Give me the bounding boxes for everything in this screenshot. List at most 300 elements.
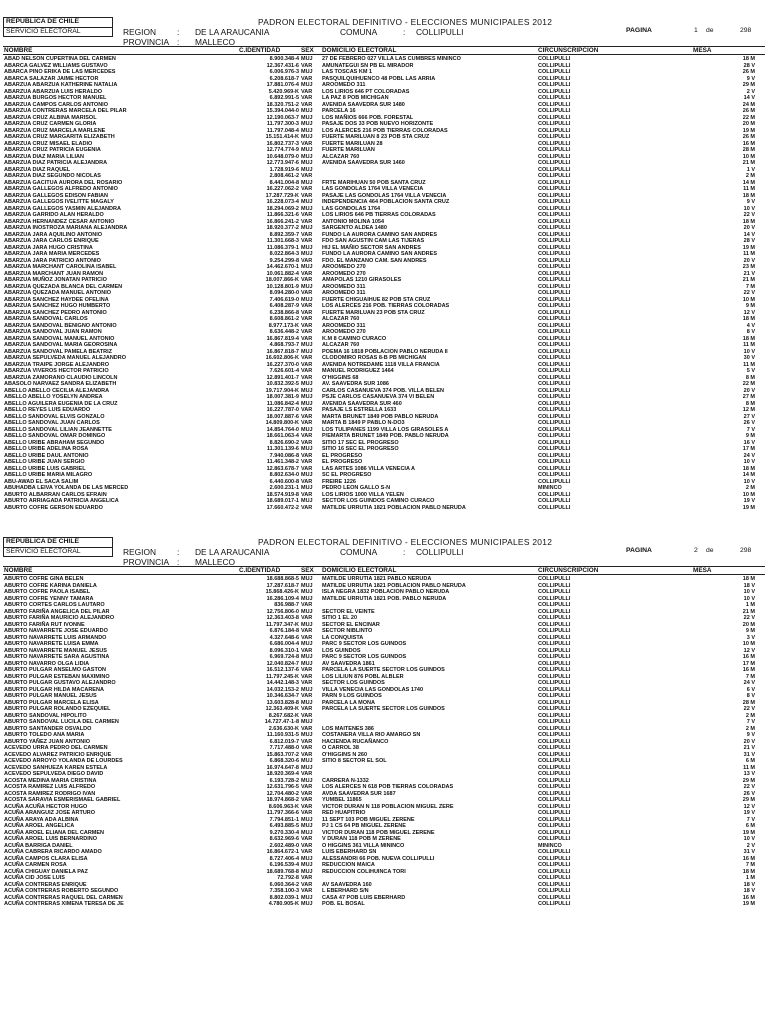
voter-name: ABARCA PINO ERIKA DE LAS MERCEDES [4, 69, 116, 75]
voter-id: 12.190.063-7 [266, 114, 299, 121]
voter-circunscripcion: COLLIPULLI [538, 244, 571, 251]
voter-id: 8.094.280-0 [269, 290, 299, 296]
voter-id: 14.032.153-2 [266, 686, 299, 693]
voter-circunscripcion: COLLIPULLI [538, 498, 571, 504]
voter-sex: VAR [301, 706, 313, 712]
voter-address: LOS LIRIOS 1000 VILLA YELEN [322, 491, 404, 498]
voter-mesa: 28 M [742, 147, 755, 153]
voter-mesa: 18 M [742, 465, 755, 472]
voter-circunscripcion: COLLIPULLI [538, 121, 571, 127]
comuna-value: COLLIPULLI [416, 27, 464, 37]
voter-sex: MUJ [301, 342, 313, 348]
voter-mesa: 26 M [742, 134, 755, 140]
voter-id: 1.728.919-6 [269, 166, 299, 173]
voter-sex: VAR [301, 186, 313, 192]
voter-id: 7.940.086-8 [269, 452, 299, 459]
voter-sex: MUJ [301, 296, 313, 303]
voter-address: POEMA 16 1818 POBLACION PABLO NERUDA II [322, 348, 448, 355]
voter-address: MARTA BRUNET 1849 POB PABLO NERUDA [322, 413, 439, 420]
voter-address: MATILDE URRUTIA 1821 POB. PABLO NERUDA [322, 595, 447, 602]
voter-id: 18.689.017-1 [266, 498, 299, 504]
voter-mesa: 10 M [742, 641, 755, 647]
voter-id: 6.686.004-4 [269, 641, 299, 647]
voter-sex: MUJ [301, 901, 313, 907]
service-label: SERVICIO ELECTORAL [4, 547, 112, 556]
voter-circunscripcion: COLLIPULLI [538, 894, 571, 901]
voter-sex: VAR [301, 647, 313, 654]
voter-mesa: 10 M [742, 153, 755, 160]
voter-name: ABARZUA GARRIDO ALAN HERALDO [4, 212, 104, 218]
voter-circunscripcion: COLLIPULLI [538, 225, 571, 231]
voter-address: FUERTE MARILUAN [322, 147, 375, 153]
voter-name: ABURTO FARIÑA ANGELICA DEL PILAR [4, 608, 110, 615]
voter-mesa: 29 M [742, 797, 755, 803]
voter-address: PARC 9 SECTOR LOS GUINDOS [322, 641, 407, 647]
voter-sex: VAR [301, 745, 313, 751]
voter-id: 7.406.619-0 [269, 296, 299, 303]
voter-sex: VAR [301, 680, 313, 686]
voter-id: 6.408.287-9 [269, 303, 299, 309]
voter-id: 11.160.931-5 [266, 732, 299, 738]
voter-circunscripcion: COLLIPULLI [538, 849, 571, 855]
voter-name: ABURTO FARIÑA RUT IVONNE [4, 621, 85, 628]
voter-id: 8.826.690-2 [269, 439, 299, 446]
voter-sex: VAR [301, 361, 313, 368]
column-header-row [3, 566, 765, 575]
region-value: DE LA ARAUCANIA [195, 27, 270, 37]
voter-name: ACUÑA ARAYA ADA ALBINA [4, 816, 79, 823]
voter-mesa: 10 V [743, 478, 755, 485]
provincia-value: MALLECO [195, 557, 236, 567]
voter-name: ABARZUA SANDOVAL BENIGNO ANTONIO [4, 322, 117, 329]
voter-mesa: 3 V [746, 634, 755, 641]
col-circunscripcion: CIRCUNSCRIPCION [538, 47, 599, 54]
region-separator: : [177, 27, 180, 37]
comuna-separator: : [403, 547, 406, 557]
voter-mesa: 10 V [743, 459, 755, 465]
voter-id: 13.603.828-8 [266, 699, 299, 706]
voter-address: EL PROGRESO [322, 459, 363, 465]
voter-address: AVENIDA SAAVEDRA SUR 1480 [322, 101, 405, 108]
voter-mesa: 21 M [742, 160, 755, 166]
voter-sex: VAR [301, 407, 313, 413]
voter-mesa: 12 V [743, 309, 755, 316]
voter-address: LOS LIRIOS 646 PB TIERRAS COLORADAS [322, 212, 436, 218]
voter-id: 11.086.379-1 [266, 244, 299, 251]
voter-name: ABURTO PULGAR ANSELMO GASTON [4, 667, 106, 673]
voter-address: PARC 9 SECTOR LOS GUINDOS [322, 654, 407, 660]
service-label: SERVICIO ELECTORAL [4, 27, 112, 36]
voter-circunscripcion: COLLIPULLI [538, 251, 571, 257]
voter-address: LOS GUINDOS [322, 647, 361, 654]
voter-circunscripcion: COLLIPULLI [538, 257, 571, 264]
voter-mesa: 19 M [742, 901, 755, 907]
voter-id: 7.794.851-1 [269, 816, 299, 823]
voter-name: ABELLO URIBE JUAN SERGIO [4, 459, 85, 465]
voter-id: 8.727.406-4 [269, 855, 299, 862]
voter-name: ABURTO NAVARRETE MANUEL JESUS [4, 647, 107, 654]
voter-mesa: 1 M [745, 602, 755, 608]
voter-circunscripcion: COLLIPULLI [538, 478, 571, 485]
voter-circunscripcion: COLLIPULLI [538, 582, 571, 589]
voter-circunscripcion: COLLIPULLI [538, 439, 571, 446]
voter-circunscripcion: COLLIPULLI [538, 335, 571, 342]
voter-sex: VAR [301, 465, 313, 472]
voter-name: ACUÑA AROEL ANGELICA [4, 823, 75, 829]
voter-sex: MUJ [301, 121, 313, 127]
voter-mesa: 10 V [743, 205, 755, 212]
voter-mesa: 20 V [743, 738, 755, 745]
page-number: 1 [694, 27, 698, 34]
voter-address: FREIRE 1226 [322, 478, 356, 485]
voter-mesa: 20 M [742, 121, 755, 127]
voter-circunscripcion: COLLIPULLI [538, 88, 571, 95]
voter-sex: MUJ [301, 114, 313, 121]
voter-address: RED HUAPITRIO [322, 810, 366, 816]
voter-mesa: 11 M [743, 251, 755, 257]
voter-name: ABARZUA SANCHEZ HAYDEE OFELINA [4, 296, 109, 303]
voter-sex: VAR [301, 413, 313, 420]
voter-address: SECTOR LOS GUINDOS [322, 680, 385, 686]
voter-sex: MUJ [301, 387, 313, 394]
col-cidentidad: C.IDENTIDAD [239, 567, 281, 574]
col-circunscripcion: CIRCUNSCRIPCION [538, 567, 599, 574]
voter-sex: VAR [301, 192, 313, 199]
voter-sex: VAR [301, 88, 313, 95]
voter-address: PEDRO LEON GALLO S-N [322, 485, 391, 491]
voter-sex: MUJ [301, 56, 313, 62]
voter-circunscripcion: COLLIPULLI [538, 355, 571, 361]
voter-mesa: 21 M [742, 608, 755, 615]
voter-name: ACEVEDO SEPULVEDA DIEGO DAVID [4, 771, 104, 777]
voter-id: 6.006.976-3 [269, 69, 299, 75]
provincia-label: PROVINCIA [123, 37, 170, 47]
voter-address: FDO SAN AGUSTIN CAM LAS TIJERAS [322, 238, 425, 244]
voter-name: ACUÑA AROEL ELIANA DEL CARMEN [4, 829, 105, 836]
padron-page [0, 520, 768, 1024]
voter-name: ABURTO ARRIAGADA PATRICIA ANGELICA [4, 498, 119, 504]
voter-sex: MUJ [301, 400, 313, 407]
document-title: PADRON ELECTORAL DEFINITIVO - ELECCIONES MUNICIPALES 2012 [258, 537, 553, 547]
voter-sex: MUJ [301, 582, 313, 589]
voter-address: HIJ EL MAÑIO SECTOR SAN ANDRES [322, 244, 421, 251]
col-cidentidad: C.IDENTIDAD [239, 47, 281, 54]
voter-circunscripcion: COLLIPULLI [538, 459, 571, 465]
voter-mesa: 8 V [746, 329, 755, 335]
voter-circunscripcion: COLLIPULLI [538, 426, 571, 433]
voter-address: PARCELA LA MONA [322, 699, 375, 706]
col-sex: SEX [301, 47, 314, 54]
voter-mesa: 14 M [742, 472, 755, 478]
voter-mesa: 24 V [743, 680, 755, 686]
voter-circunscripcion: COLLIPULLI [538, 660, 571, 667]
voter-id: 14.462.670-1 [266, 264, 299, 270]
voter-mesa: 9 V [746, 732, 755, 738]
voter-id: 16.286.109-4 [266, 595, 299, 602]
voter-circunscripcion: COLLIPULLI [538, 296, 571, 303]
voter-id: 10.128.801-9 [266, 283, 299, 290]
voter-address: REDUCCION MAICA [322, 862, 375, 868]
voter-sex: MUJ [301, 777, 313, 784]
voter-name: ACOSTA RAMIREZ LUIS ALFREDO [4, 784, 96, 790]
voter-id: 17.881.076-4 [266, 82, 299, 88]
voter-id: 8.802.634-0 [269, 472, 299, 478]
voter-id: 16.867.819-4 [266, 335, 299, 342]
voter-mesa: 6 V [746, 686, 755, 693]
voter-id: 7.358.100-3 [269, 888, 299, 894]
voter-name: ACUÑA ARANGUIZ JOSE ARTURO [4, 810, 96, 816]
voter-sex: MUJ [301, 855, 313, 862]
voter-address: AROOMEDO 311 [322, 283, 366, 290]
voter-mesa: 10 V [743, 595, 755, 602]
voter-id: 18.920.369-4 [266, 771, 299, 777]
voter-circunscripcion: COLLIPULLI [538, 608, 571, 615]
voter-id: 2.602.489-0 [269, 842, 299, 849]
voter-circunscripcion: COLLIPULLI [538, 420, 571, 426]
voter-circunscripcion: COLLIPULLI [538, 407, 571, 413]
voter-circunscripcion: COLLIPULLI [538, 400, 571, 407]
voter-sex: VAR [301, 504, 313, 511]
voter-id: 11.301.668-3 [266, 238, 299, 244]
voter-address: AV SAAVEDRA 1861 [322, 660, 375, 667]
voter-mesa: 22 M [742, 381, 755, 387]
voter-name: ABARZUA SANDOVAL JUAN RAMON [4, 329, 102, 335]
voter-name: ABARZUA SANCHEZ PEDRO ANTONIO [4, 309, 107, 316]
voter-mesa: 19 M [742, 244, 755, 251]
voter-id: 2.600.231-1 [269, 485, 299, 491]
voter-name: ABELLO REYES LUIS EDUARDO [4, 407, 91, 413]
voter-name: ABARZUA ABARZUA LUIS HERALDO [4, 88, 103, 95]
voter-mesa: 7 M [745, 283, 755, 290]
voter-mesa: 24 M [742, 101, 755, 108]
voter-address: PARCELA 16 [322, 108, 356, 114]
voter-name: ABELLO URIBE MARIA MILAGRO [4, 472, 93, 478]
voter-sex: VAR [301, 173, 313, 179]
voter-name: ABARZUA SANDOVAL CARLOS [4, 316, 88, 322]
voter-sex: VAR [301, 75, 313, 82]
voter-circunscripcion: COLLIPULLI [538, 810, 571, 816]
voter-name: ACUÑA CONTRERAS ROBERTO SEGUNDO [4, 888, 119, 894]
voter-mesa: 9 M [745, 628, 755, 634]
voter-address: VILLA VENECIA LAS GONDOLAS 1740 [322, 686, 424, 693]
voter-address: L EBERHARD S/N [322, 888, 369, 894]
voter-mesa: 31 V [743, 849, 755, 855]
voter-sex: VAR [301, 693, 313, 699]
voter-id: 6.868.320-6 [269, 758, 299, 764]
voter-mesa: 1 V [746, 166, 755, 173]
voter-sex: VAR [301, 842, 313, 849]
voter-sex: VAR [301, 238, 313, 244]
voter-circunscripcion: COLLIPULLI [538, 348, 571, 355]
voter-mesa: 19 V [743, 810, 755, 816]
voter-mesa: 18 M [742, 316, 755, 322]
voter-mesa: 12 V [743, 647, 755, 654]
voter-name: ABURTO PULGAR MANUEL JESUS [4, 693, 97, 699]
voter-circunscripcion: COLLIPULLI [538, 589, 571, 595]
column-header-row [3, 46, 765, 55]
voter-name: ABURTO SANDOVAL HIPOLITO [4, 712, 87, 719]
voter-id: 8.267.682-K [268, 712, 299, 719]
voter-id: 4.327.648-6 [269, 634, 299, 641]
voter-circunscripcion: COLLIPULLI [538, 433, 571, 439]
voter-mesa: 19 M [742, 829, 755, 836]
voter-circunscripcion: COLLIPULLI [538, 758, 571, 764]
voter-sex: MUJ [301, 179, 313, 186]
voter-id: 14.442.148-3 [266, 680, 299, 686]
voter-mesa: 22 M [742, 114, 755, 121]
voter-id: 16.802.737-3 [266, 140, 299, 147]
voter-circunscripcion: COLLIPULLI [538, 290, 571, 296]
voter-mesa: 8 M [745, 400, 755, 407]
voter-circunscripcion: COLLIPULLI [538, 732, 571, 738]
voter-sex: VAR [301, 316, 313, 322]
institution-box [3, 17, 113, 37]
voter-sex: VAR [301, 277, 313, 283]
voter-id: 12.363.403-8 [266, 615, 299, 621]
voter-id: 11.866.321-6 [266, 212, 299, 218]
voter-id: 18.574.919-8 [266, 491, 299, 498]
voter-mesa: 22 V [743, 784, 755, 790]
voter-id: 11.797.366-6 [266, 810, 299, 816]
voter-id: 12.774.774-9 [266, 147, 299, 153]
voter-mesa: 12 M [742, 407, 755, 413]
voter-circunscripcion: MININCO [538, 485, 562, 491]
voter-address: SARGENTO ALDEA 1480 [322, 225, 387, 231]
voter-circunscripcion: COLLIPULLI [538, 777, 571, 784]
voter-id: 6.060.364-2 [269, 881, 299, 888]
voter-address: AVDA SAAVEDRA SUR 1687 [322, 790, 396, 797]
voter-address: O CARROL 38 [322, 745, 359, 751]
voter-address: LOS LILIUN 876 POBL ALBLER [322, 673, 404, 680]
voter-name: ABURTO ALBARRAN CARLOS EFRAIN [4, 491, 107, 498]
voter-circunscripcion: COLLIPULLI [538, 153, 571, 160]
voter-id: 8.636.448-2 [269, 329, 299, 335]
voter-sex: MUJ [301, 446, 313, 452]
voter-name: ABARZUA VIVEROS HECTOR PATRICIO [4, 368, 109, 374]
voter-mesa: 20 M [742, 621, 755, 628]
voter-id: 14.809.800-K [265, 420, 299, 426]
voter-address: LUIS EBERHARD SN [322, 849, 377, 855]
voter-address: ISLA NEGRA 1832 POBLACION PABLO NERUDA [322, 589, 450, 595]
voter-circunscripcion: COLLIPULLI [538, 147, 571, 153]
voter-name: ABARZUA SEPULVEDA MANUEL ALEJANDRO [4, 355, 127, 361]
voter-id: 8.441.004-8 [269, 179, 299, 186]
voter-address: PASAJE LAS GONDOLAS 1764 VILLA VENECIA [322, 192, 447, 199]
voter-name: ACUÑA AROEL LUIS BERNARDINO [4, 836, 97, 842]
voter-mesa: 16 M [742, 855, 755, 862]
voter-mesa: 24 V [743, 452, 755, 459]
col-sex: SEX [301, 567, 314, 574]
voter-mesa: 21 M [742, 277, 755, 283]
voter-name: ABARZUA ZAMORANO CLAUDIO LINCOLN [4, 374, 118, 381]
voter-circunscripcion: COLLIPULLI [538, 413, 571, 420]
voter-id: 5.420.969-K [268, 88, 299, 95]
voter-name: ABARZUA CRUZ MISAEL ELADIO [4, 140, 93, 147]
voter-name: ACOSTA RAMIREZ RODRIGO IVAN [4, 790, 96, 797]
region-label: REGION [123, 547, 157, 557]
voter-address: LOS MAITENES 386 [322, 725, 374, 732]
voter-address: LAS TOSCAS KM 1 [322, 69, 373, 75]
voter-address: LOS ALERCES 216 POB. TIERRAS COLORADAS [322, 303, 450, 309]
voter-circunscripcion: COLLIPULLI [538, 621, 571, 628]
voter-list [3, 56, 765, 511]
voter-circunscripcion: COLLIPULLI [538, 719, 571, 725]
voter-id: 8.802.039-1 [269, 894, 299, 901]
voter-mesa: 7 V [746, 426, 755, 433]
voter-circunscripcion: COLLIPULLI [538, 803, 571, 810]
voter-name: ABARZUA JARA CARLOS ENRIQUE [4, 238, 99, 244]
voter-mesa: 13 V [743, 771, 755, 777]
voter-id: 12.891.401-7 [266, 374, 299, 381]
voter-id: 11.797.245-K [265, 673, 299, 680]
voter-id: 8.096.310-1 [269, 647, 299, 654]
voter-circunscripcion: COLLIPULLI [538, 654, 571, 660]
voter-circunscripcion: COLLIPULLI [538, 901, 571, 907]
voter-mesa: 17 M [742, 446, 755, 452]
voter-circunscripcion: COLLIPULLI [538, 465, 571, 472]
voter-name: ABARZUA GALLEGOS EDISON FABIAN [4, 192, 108, 199]
voter-sex: VAR [301, 257, 313, 264]
voter-name: ACUÑA CARMEN ROSA [4, 862, 67, 868]
voter-circunscripcion: COLLIPULLI [538, 855, 571, 862]
voter-name: ABELLO ABELLO CECILIA ALEJANDRA [4, 387, 110, 394]
voter-id: 16.866.241-2 [266, 218, 299, 225]
voter-circunscripcion: COLLIPULLI [538, 82, 571, 88]
voter-id: 16.227.787-0 [266, 407, 299, 413]
voter-name: ACEVEDO ALVAREZ PATRICIO ENRIQUE [4, 751, 112, 758]
voter-sex: VAR [301, 322, 313, 329]
voter-mesa: 6 M [745, 823, 755, 829]
voter-sex: VAR [301, 667, 313, 673]
voter-address: MATILDE URRUTIA 1821 POBLACION PABLO NERUDA [322, 582, 466, 589]
voter-mesa: 18 M [742, 218, 755, 225]
voter-id: 8.977.173-K [268, 322, 299, 329]
voter-sex: MUJ [301, 862, 313, 868]
voter-circunscripcion: COLLIPULLI [538, 381, 571, 387]
voter-name: ABARZUA MUÑOZ JONATAN PATRICIO [4, 277, 107, 283]
voter-address: FUERTE MARILUAN 8 23 POB STA CRUZ [322, 134, 430, 140]
voter-name: ACUÑA CHIGUAY DANIELA PAZ [4, 868, 88, 875]
voter-address: ANTONIO MOLINA 1054 [322, 218, 385, 225]
voter-circunscripcion: COLLIPULLI [538, 797, 571, 803]
voter-circunscripcion: COLLIPULLI [538, 745, 571, 751]
voter-address: AVENIDA SAAVEDRA SUR 1460 [322, 160, 405, 166]
voter-id: 18.007.866-K [265, 277, 299, 283]
voter-circunscripcion: COLLIPULLI [538, 368, 571, 374]
voter-sex: VAR [301, 673, 313, 680]
voter-name: ABURTO YAÑEZ JUAN ANTONIO [4, 738, 91, 745]
voter-name: ABAD NELSON CUPERTINA DEL CARMEN [4, 56, 116, 62]
voter-address: PARN 9 LOS GUINDOS [322, 693, 382, 699]
voter-circunscripcion: COLLIPULLI [538, 751, 571, 758]
voter-mesa: 10 V [743, 589, 755, 595]
voter-name: ABARZUA MARCHANT JUAN RAMON [4, 270, 104, 277]
voter-address: POB. EL BOSAL [322, 901, 365, 907]
voter-mesa: 7 M [745, 673, 755, 680]
voter-address: FRTE MARIHUAN 50 POB SANTA CRUZ [322, 179, 426, 186]
voter-id: 18.974.868-2 [266, 797, 299, 803]
voter-sex: MUJ [301, 394, 313, 400]
voter-circunscripcion: COLLIPULLI [538, 673, 571, 680]
voter-address: REDUCCION COLIHUINCA TORI [322, 868, 406, 875]
voter-circunscripcion: COLLIPULLI [538, 69, 571, 75]
voter-sex: MUJ [301, 108, 313, 114]
voter-mesa: 26 M [742, 108, 755, 114]
voter-id: 12.773.947-6 [266, 160, 299, 166]
voter-id: 12.863.678-7 [266, 465, 299, 472]
voter-circunscripcion: COLLIPULLI [538, 628, 571, 634]
voter-name: ACUÑA CONTRERAS XIMENA TERESA DE JE [4, 901, 124, 907]
